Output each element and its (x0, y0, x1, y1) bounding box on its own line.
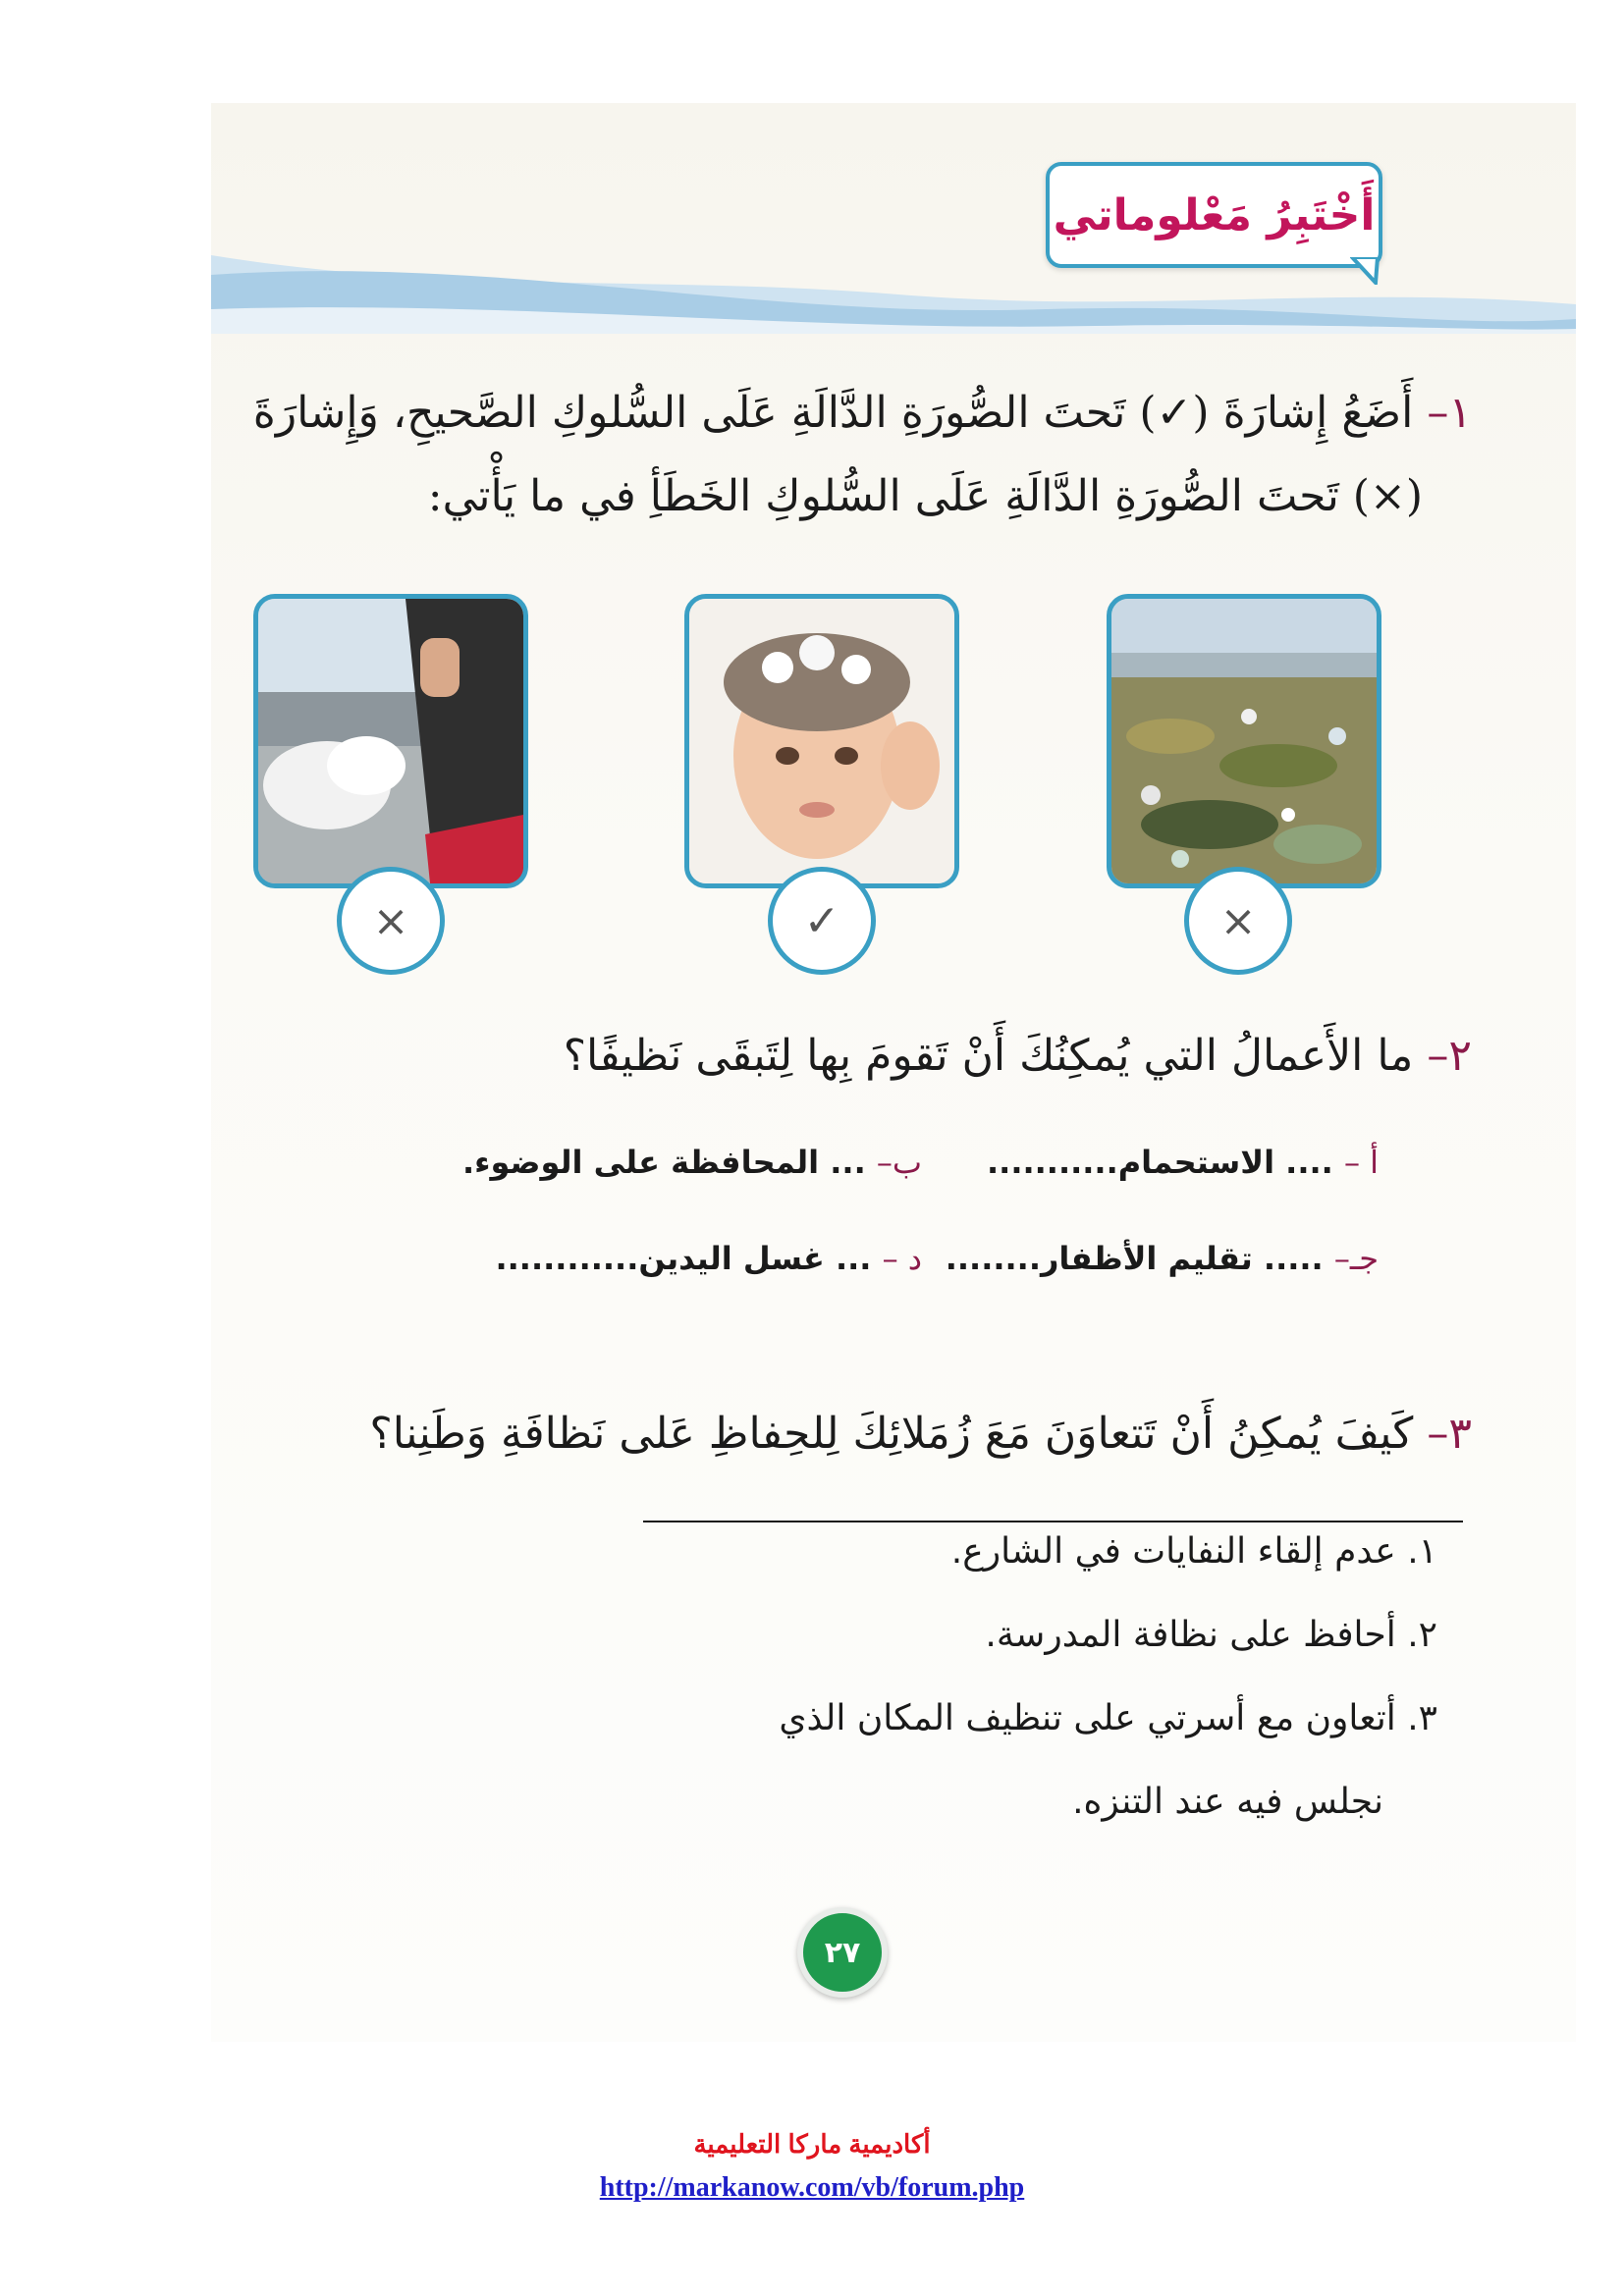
question-3-text: ٣– كَيفَ يُمكِنُ أَنْ تَتعاوَنَ مَعَ زُمَلائِكَ لِلحِفاظِ عَلى نَظافَةِ وَطَنِنا؟ (369, 1409, 1472, 1459)
photo-child-washing-hair (684, 594, 959, 888)
question-2-text: ٢– ما الأَعمالُ التي يُمكِنُكَ أَنْ تَقومَ بِها لِتَبقَى نَظيفًا؟ (563, 1031, 1472, 1081)
list-item-2: ٢. أحافظ على نظافة المدرسة. (985, 1615, 1437, 1655)
answer-c-value: ..... تقليم الأظفار........ (945, 1240, 1324, 1277)
answer-a (987, 1144, 1379, 1181)
answer-b-value: ... المحافظة على الوضوء. (461, 1144, 866, 1181)
answer-d-value: ... غسل اليدين............ (495, 1240, 872, 1277)
footer-academy-name: أكاديمية ماركا التعليمية (693, 2129, 931, 2159)
answer-b-label: ب– (876, 1144, 922, 1181)
question-3-number: ٣– (1427, 1409, 1472, 1459)
beach-litter-illustration (1111, 599, 1377, 883)
answer-b (462, 1144, 922, 1181)
question-2-number: ٢– (1427, 1031, 1472, 1081)
mark-circle-beach[interactable]: × (1184, 867, 1292, 975)
mark-circle-child[interactable]: ✓ (768, 867, 876, 975)
question-1-line-1: ١– أَضَعُ إِشارَةَ (✓) تَحتَ الصُّورَةِ الدَّالَةِ عَلَى السُّلوكِ الصَّحيحِ، وَإِشارَةَ (252, 388, 1472, 438)
car-litter-illustration (258, 599, 523, 883)
child-washing-illustration (689, 599, 954, 883)
page-number-badge: ٢٧ (797, 1907, 888, 1998)
question-1-line-2: (×) تَحتَ الصُّورَةِ الدَّالَةِ عَلَى السُّلوكِ الخَطَأِ في ما يَأْتي: (427, 471, 1423, 521)
answer-d (495, 1240, 922, 1277)
photo-polluted-beach (1107, 594, 1381, 888)
list-item-1: ١. عدم إلقاء النفايات في الشارع. (950, 1531, 1437, 1572)
answer-a-label: أ – (1343, 1144, 1379, 1181)
photo-litter-from-car (253, 594, 528, 888)
footer-forum-link[interactable]: http://markanow.com/vb/forum.php (599, 2172, 1025, 2203)
answer-separator-line (643, 1521, 1463, 1522)
list-item-3-continued: نجلس فيه عند التنزه. (1072, 1782, 1383, 1822)
section-title: أَخْتَبِرُ مَعْلوماتي (1053, 189, 1376, 240)
answer-c-label: جـ– (1333, 1240, 1379, 1277)
answer-c (946, 1240, 1379, 1277)
answer-d-label: د – (882, 1240, 922, 1277)
mark-circle-car[interactable]: × (337, 867, 445, 975)
question-1-number: ١– (1427, 388, 1472, 438)
section-title-box (1046, 162, 1382, 268)
list-item-3: ٣. أتعاون مع أسرتي على تنظيف المكان الذي (779, 1698, 1437, 1738)
speech-bubble-tail-icon (1350, 257, 1380, 285)
answer-a-value: .... الاستحمام........... (987, 1144, 1333, 1181)
